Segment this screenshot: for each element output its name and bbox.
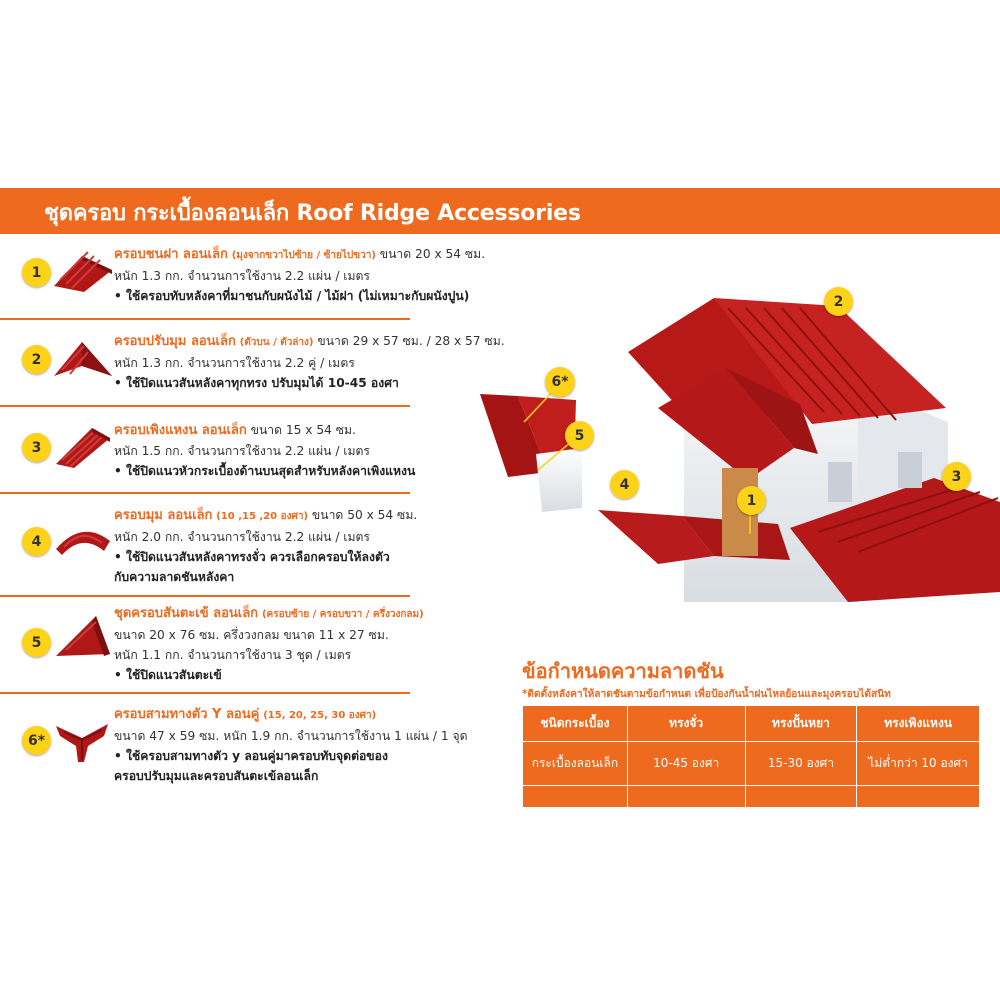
- item-title: ครอบสามทางตัว Y ลอนคู่: [114, 707, 260, 722]
- item-weight-usage: หนัก 1.3 กก. จำนวนการใช้งาน 2.2 แผ่น / เมตร: [114, 269, 370, 283]
- table-cell: [857, 786, 980, 808]
- item-subtitle: (ตัวบน / ตัวล่าง): [239, 337, 314, 348]
- table-header-cell: ชนิดกระเบื้อง: [523, 706, 628, 742]
- item-badge: 2: [22, 345, 51, 374]
- divider: [0, 492, 410, 494]
- item-badge: 5: [22, 628, 51, 657]
- item-weight-usage: หนัก 1.1 กก. จำนวนการใช้งาน 3 ชุด / เมตร: [114, 648, 352, 662]
- item-usage-note: • ใช้ปิดแนวสันหลังคาทุกทรง ปรับมุมได้ 10-45 องศา: [114, 376, 399, 390]
- tile-thumbnail-2: [52, 336, 114, 380]
- item-title: ครอบปรับมุม ลอนเล็ก: [114, 334, 236, 349]
- item-size: ขนาด 50 x 54 ซม.: [311, 508, 418, 522]
- item-weight-usage: หนัก 1.3 กก. จำนวนการใช้งาน 2.2 คู่ / เมตร: [114, 356, 355, 370]
- divider: [0, 595, 410, 597]
- item-usage-note: • ใช้ปิดแนวสันหลังคาทรงจั่ว ควรเลือกครอบให้ลงตัว: [114, 550, 390, 564]
- table-header-row: [523, 706, 980, 742]
- tile-thumbnail-4: [52, 515, 114, 559]
- tile-thumbnail-3: [52, 424, 114, 468]
- table-cell: [745, 786, 857, 808]
- item-subtitle: (10 ,15 ,20 องศา): [216, 511, 309, 522]
- page-title: ชุดครอบ กระเบื้องลอนเล็ก Roof Ridge Accessories: [44, 201, 581, 226]
- house-badge-2: 2: [824, 287, 853, 316]
- item-title: ชุดครอบสันตะเข้ ลอนเล็ก: [114, 606, 259, 621]
- item-title: ครอบชนฝา ลอนเล็ก: [114, 247, 228, 262]
- table-header-cell: ทรงปั้นหยา: [745, 706, 857, 742]
- table-cell: [523, 786, 628, 808]
- item-badge: 6*: [22, 726, 51, 755]
- item-badge: 3: [22, 433, 51, 462]
- item-subtitle: (ครอบซ้าย / ครอบขวา / ครึ่งวงกลม): [261, 609, 424, 620]
- house-badge-6: 6*: [545, 367, 575, 397]
- item-usage-note: • ใช้ครอบทับหลังคาที่มาชนกับผนังไม้ / ไม้ฝา (ไม่เหมาะกับผนังปูน): [114, 289, 470, 303]
- table-cell: 10-45 องศา: [627, 742, 745, 786]
- item-usage-note-cont: ครอบปรับมุมและครอบสันตะเข้ลอนเล็ก: [114, 769, 319, 783]
- house-badge-1: 1: [737, 486, 766, 515]
- item-weight-usage: หนัก 2.0 กก. จำนวนการใช้งาน 2.2 แผ่น / เมตร: [114, 530, 370, 544]
- item-title: ครอบมุม ลอนเล็ก: [114, 508, 213, 523]
- table-cell: กระเบื้องลอนเล็ก: [523, 742, 628, 786]
- item-usage-note-cont: กับความลาดชันหลังคา: [114, 570, 235, 584]
- divider: [0, 318, 410, 320]
- house-badge-5: 5: [565, 421, 594, 450]
- tile-thumbnail-5: [52, 614, 114, 658]
- tile-thumbnail-6: [52, 718, 114, 762]
- slope-spec-note: *ติดตั้งหลังคาให้ลาดชันตามข้อกำหนด เพื่อป้องกันน้ำฝนไหลย้อนและมุงครอบได้สนิท: [522, 689, 891, 700]
- item-size: ขนาด 15 x 54 ซม.: [250, 423, 356, 437]
- item-size: ขนาด 20 x 76 ซม. ครึ่งวงกลม ขนาด 11 x 27 ซม.: [114, 628, 389, 642]
- house-badge-3: 3: [942, 462, 971, 491]
- divider: [0, 692, 410, 694]
- table-cell: ไม่ต่ำกว่า 10 องศา: [857, 742, 980, 786]
- item-title: ครอบเพิงแหงน ลอนเล็ก: [114, 423, 247, 438]
- item-usage-note: • ใช้ปิดแนวสันตะเข้: [114, 668, 222, 682]
- item-badge: 4: [22, 527, 51, 556]
- table-footer-row: [523, 786, 980, 808]
- item-size: ขนาด 20 x 54 ซม.: [379, 247, 486, 261]
- table-cell: [627, 786, 745, 808]
- item-size-weight: ขนาด 47 x 59 ซม. หนัก 1.9 กก. จำนวนการใช้งาน 1 แผ่น / 1 จุด: [114, 729, 468, 743]
- table-row: [523, 742, 980, 786]
- tile-thumbnail-1: [52, 248, 114, 292]
- slope-spec-title: ข้อกำหนดความลาดชัน: [522, 659, 724, 683]
- header-banner: [0, 188, 1000, 234]
- table-header-cell: ทรงเพิงแหงน: [857, 706, 980, 742]
- table-header-cell: ทรงจั่ว: [627, 706, 745, 742]
- item-usage-note: • ใช้ปิดแนวหัวกระเบื้องด้านบนสุดสำหรับหลังคาเพิงแหงน: [114, 464, 416, 478]
- house-roof-illustration: [478, 272, 1000, 630]
- item-badge: 1: [22, 258, 51, 287]
- item-weight-usage: หนัก 1.5 กก. จำนวนการใช้งาน 2.2 แผ่น / เมตร: [114, 444, 370, 458]
- item-subtitle: (มุงจากขวาไปซ้าย / ซ้ายไปขวา): [231, 250, 376, 261]
- table-cell: 15-30 องศา: [745, 742, 857, 786]
- item-size: ขนาด 29 x 57 ซม. / 28 x 57 ซม.: [317, 334, 505, 348]
- slope-spec-table: [522, 705, 980, 808]
- item-usage-note: • ใช้ครอบสามทางตัว y ลอนคู่มาครอบทับจุดต่อของ: [114, 749, 388, 763]
- divider: [0, 405, 410, 407]
- item-subtitle: (15, 20, 25, 30 องศา): [263, 710, 377, 721]
- house-badge-4: 4: [610, 470, 639, 499]
